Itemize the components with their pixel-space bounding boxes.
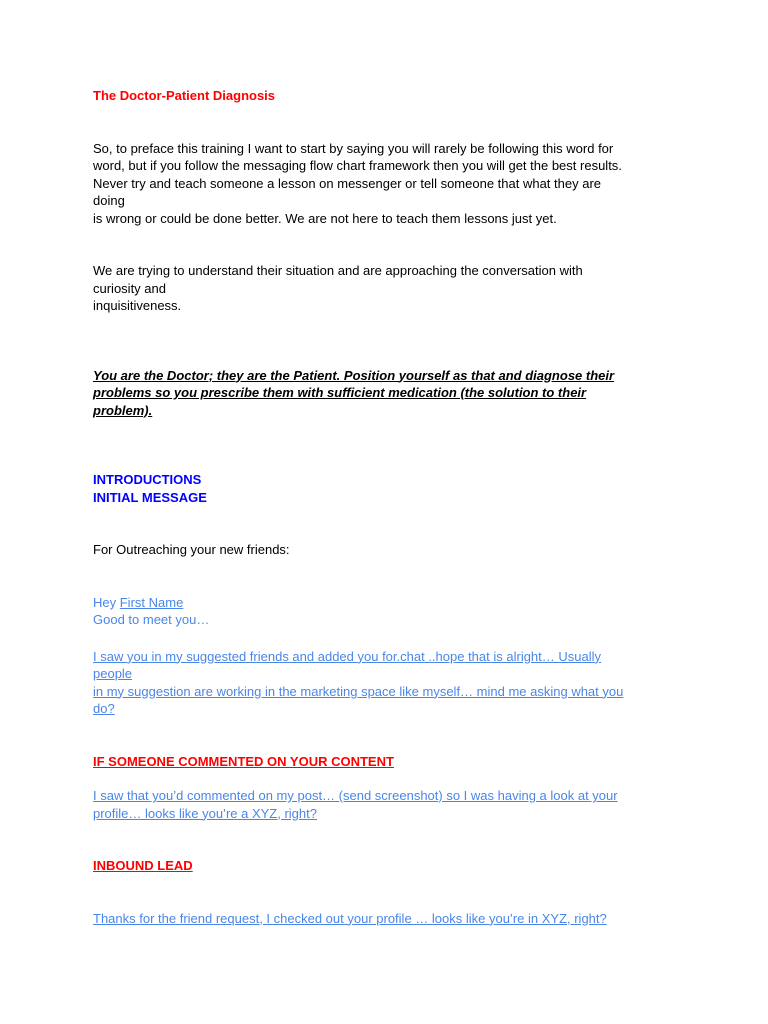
message-line: profile… looks like you’re a XYZ, right? [93, 805, 317, 821]
initial-message-heading: INITIAL MESSAGE [93, 489, 207, 505]
preface-paragraph [93, 140, 683, 228]
message-line: I saw that you’d commented on my post… (send screenshot) so I was having a look at your [93, 788, 618, 803]
commented-heading: IF SOMEONE COMMENTED ON YOUR CONTENT [93, 753, 394, 769]
paragraph-line: inquisitiveness. [93, 298, 182, 313]
emphasis-line: problems so you prescribe them with sufficient medication (the solution to their [93, 385, 587, 400]
introductions-heading: INTRODUCTIONS [93, 472, 202, 487]
document-page [93, 87, 683, 927]
paragraph-line: Never try and teach someone a lesson on messenger or tell someone that what they are [93, 175, 602, 191]
greeting-hey: Hey [93, 594, 120, 610]
spacer [93, 822, 683, 857]
inbound-lead-heading: INBOUND LEAD [93, 858, 193, 873]
message-line: in my suggestion are working in the marketing space like myself… mind me asking what you [93, 683, 624, 699]
spacer [93, 506, 683, 541]
first-name-placeholder[interactable]: First Name [119, 594, 184, 610]
greeting-line [93, 594, 683, 612]
paragraph-line: is wrong or could be done better. We are not here to teach them lessons just yet. [93, 210, 557, 226]
message-line: do? [93, 701, 115, 716]
spacer [93, 629, 683, 648]
message-line: people [93, 666, 133, 681]
commented-message[interactable] [93, 787, 683, 822]
paragraph-line: word, but if you follow the messaging flow chart framework then you will get the best results. [93, 158, 622, 173]
spacer [93, 770, 683, 787]
emphasis-line: problem). [93, 402, 153, 418]
spacer [93, 105, 683, 140]
spacer [93, 315, 683, 367]
greeting-line-2: Good to meet you… [93, 612, 210, 627]
spacer [93, 718, 683, 753]
doctor-patient-emphasis [93, 367, 683, 420]
paragraph-line: curiosity and [93, 280, 166, 296]
message-line: I saw you in my suggested friends and added you for.chat ..hope that is alright… Usually [93, 648, 602, 664]
spacer [93, 875, 683, 910]
paragraph-line: doing [93, 193, 125, 208]
document-title: The Doctor-Patient Diagnosis [93, 88, 276, 103]
suggested-friends-message[interactable] [93, 648, 683, 718]
spacer [93, 227, 683, 262]
emphasis-line: You are the Doctor; they are the Patient. Position yourself as that and diagnose their [93, 367, 615, 383]
outreach-intro: For Outreaching your new friends: [93, 542, 290, 557]
paragraph-line: We are trying to understand their situation and are approaching the conversation with [93, 263, 583, 278]
paragraph-line: So, to preface this training I want to start by saying you will rarely be following this word for [93, 140, 614, 156]
inbound-message[interactable]: Thanks for the friend request, I checked out your profile … looks like you’re in XYZ, right? [93, 910, 607, 926]
spacer [93, 559, 683, 594]
curiosity-paragraph [93, 262, 683, 315]
spacer [93, 419, 683, 471]
